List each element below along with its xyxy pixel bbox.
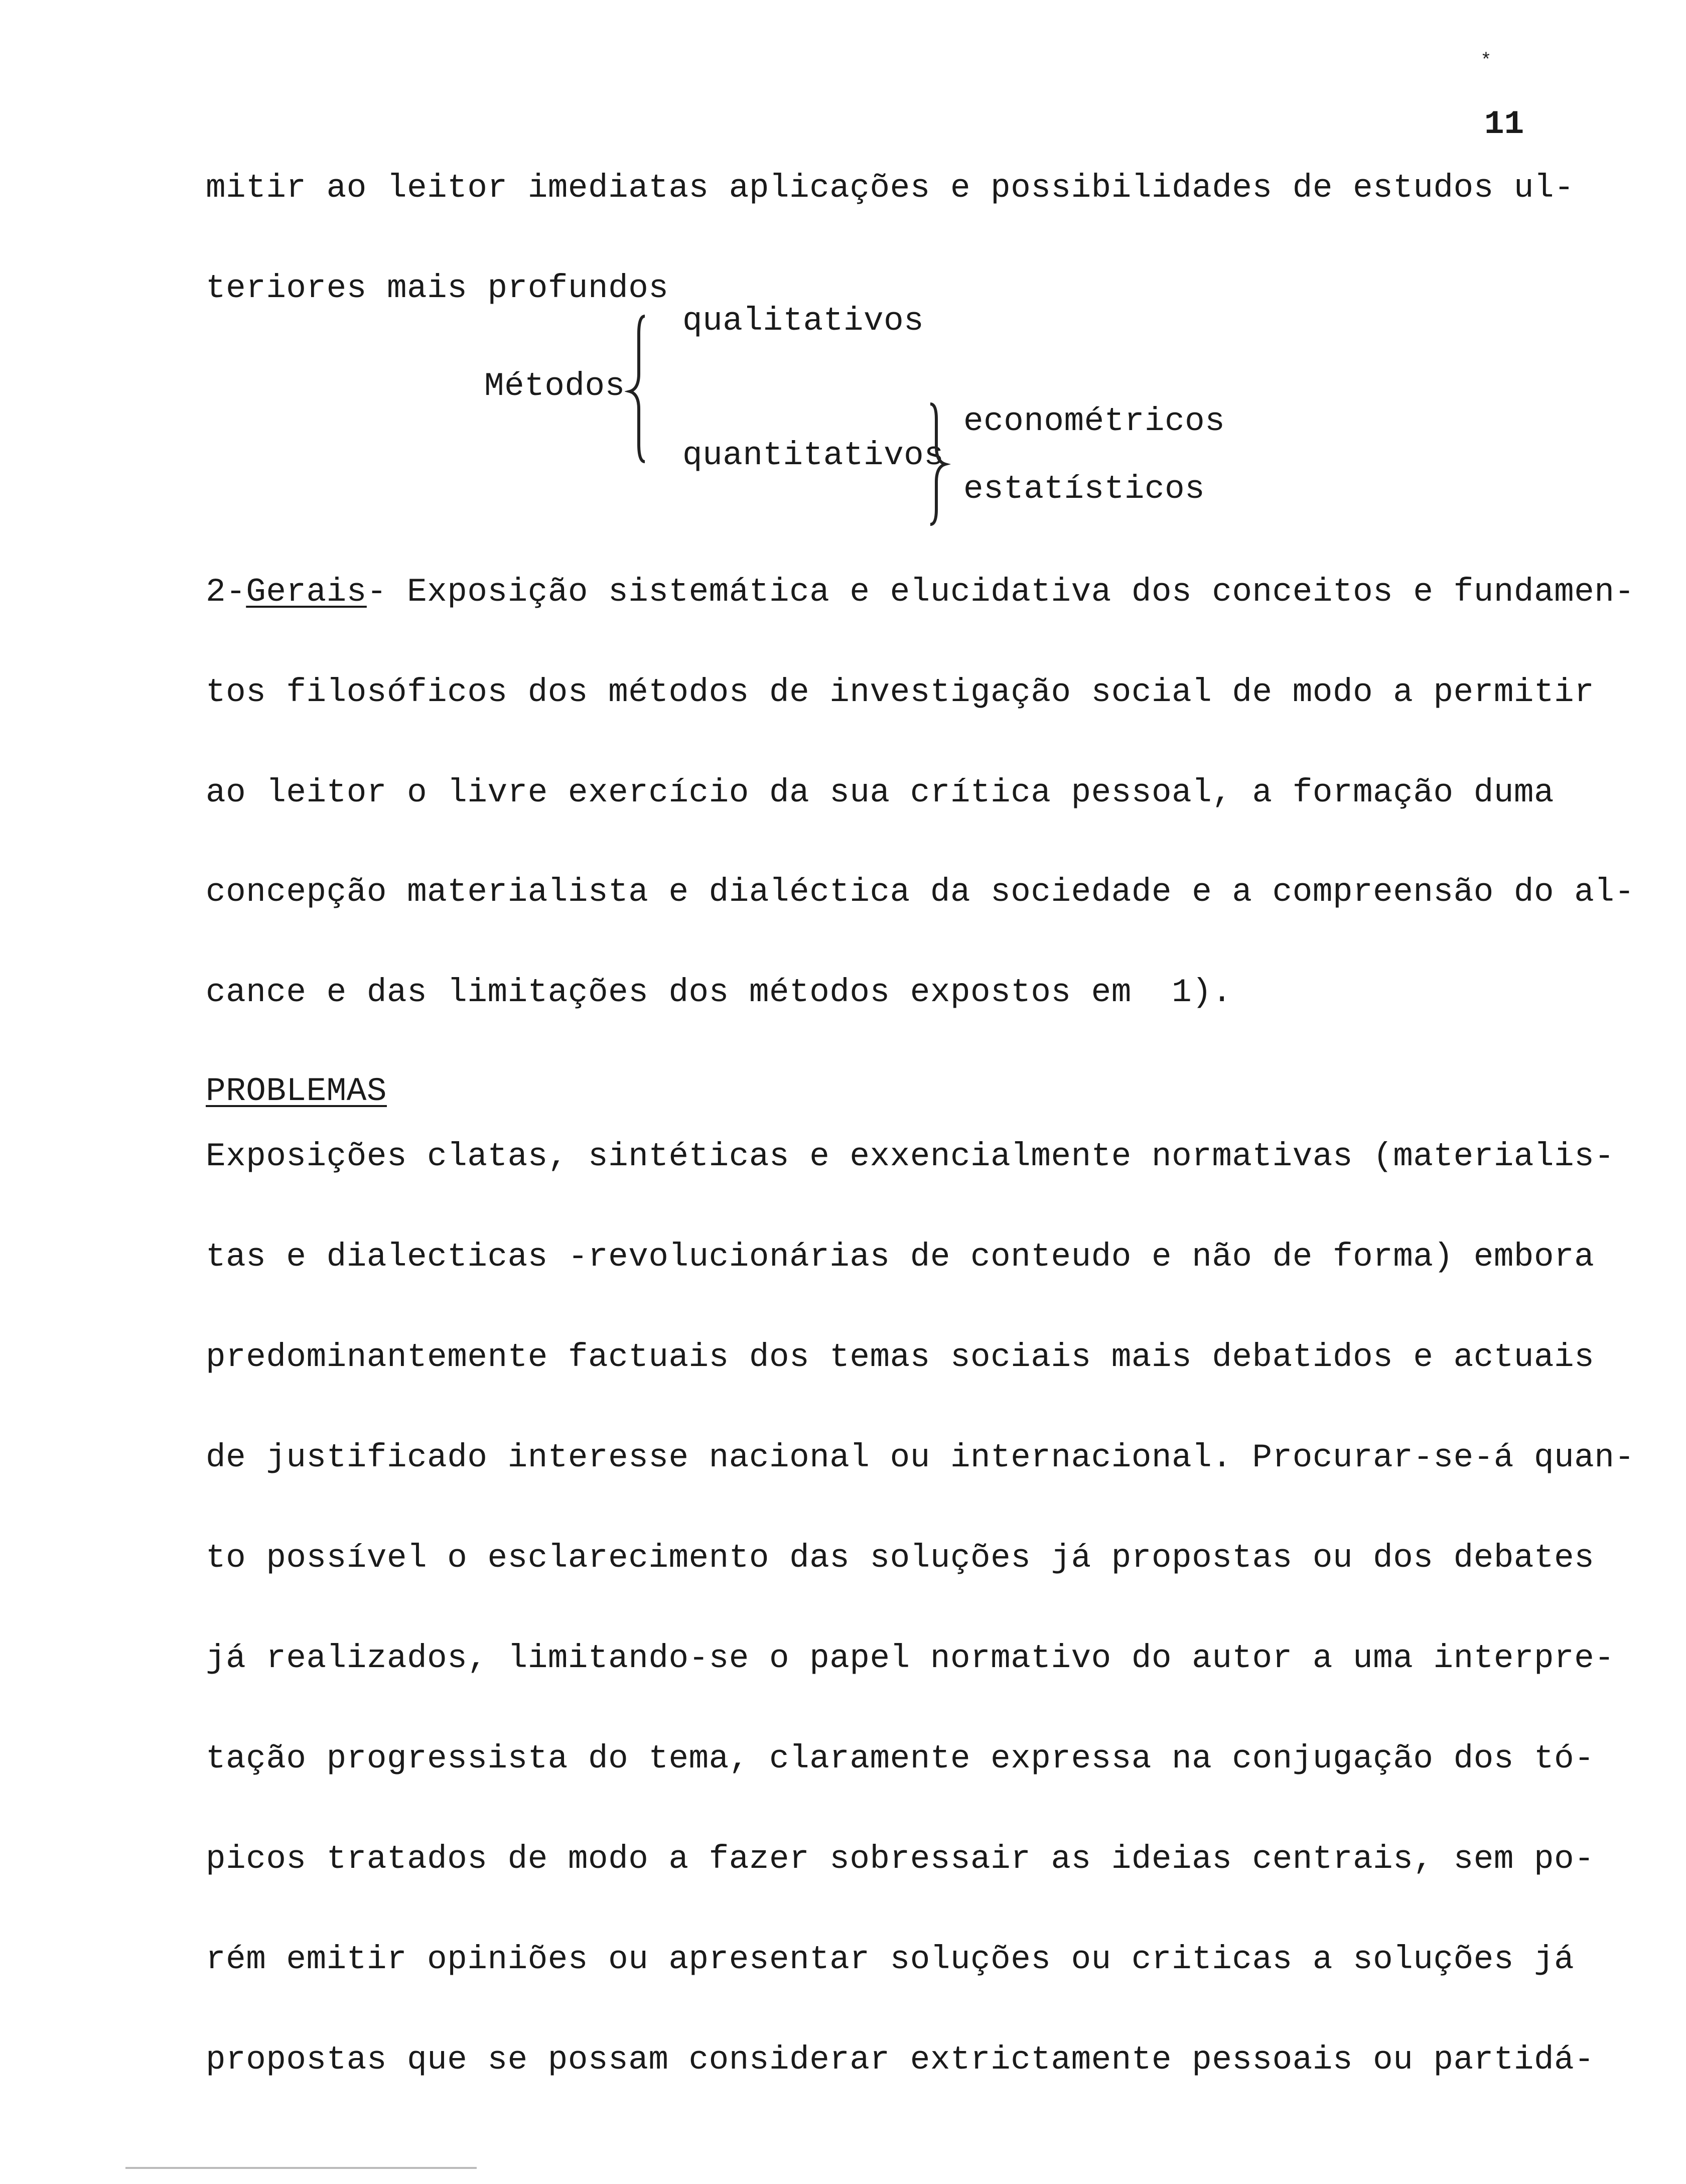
- intro-line-1: mitir ao leitor imediatas aplicações e possibilidades de estudos ul-: [206, 169, 1575, 207]
- gerais-line-5: cance e das limitações dos métodos expostos em 1).: [206, 974, 1232, 1011]
- gerais-line-1-text: Exposição sistemática e elucidativa dos conceitos e fundamen-: [386, 573, 1635, 611]
- problemas-line: predominantemente factuais dos temas sociais mais debatidos e actuais: [206, 1338, 1595, 1376]
- problemas-line: tação progressista do tema, claramente expressa na conjugação dos tó-: [206, 1740, 1595, 1778]
- page-mark: *: [1480, 50, 1492, 72]
- quantitative-brace: [923, 401, 953, 527]
- gerais-number: 2-: [206, 573, 246, 611]
- intro-line-2: teriores mais profundos: [206, 269, 669, 307]
- gerais-dash: -: [366, 573, 387, 611]
- gerais-line-1: [206, 572, 1635, 612]
- methods-root-label: Métodos: [484, 367, 625, 405]
- problemas-line: tas e dialecticas -revolucionárias de conteudo e não de forma) embora: [206, 1238, 1595, 1276]
- qualitative-label: qualitativos: [682, 302, 924, 340]
- problemas-line: to possível o esclarecimento das soluções já propostas ou dos debates: [206, 1539, 1595, 1577]
- problemas-line: rém emitir opiniões ou apresentar soluções ou criticas a soluções já: [206, 1941, 1575, 1978]
- problemas-line: propostas que se possam considerar extrictamente pessoais ou partidá-: [206, 2041, 1595, 2079]
- econometric-label: econométricos: [963, 402, 1225, 440]
- bottom-edge-rule: [125, 2167, 477, 2169]
- quantitative-label: quantitativos: [682, 437, 944, 474]
- problemas-heading: PROBLEMAS: [206, 1072, 387, 1110]
- methods-brace: [625, 314, 655, 464]
- gerais-line-2: tos filosóficos dos métodos de investigação social de modo a permitir: [206, 673, 1595, 711]
- gerais-line-3: ao leitor o livre exercício da sua crítica pessoal, a formação duma: [206, 774, 1555, 811]
- problemas-line: de justificado interesse nacional ou internacional. Procurar-se-á quan-: [206, 1439, 1635, 1476]
- statistical-label: estatísticos: [963, 470, 1205, 508]
- gerais-label: Gerais: [246, 573, 367, 611]
- gerais-line-4: concepção materialista e dialéctica da sociedade e a compreensão do al-: [206, 873, 1635, 911]
- problemas-line: Exposições clatas, sintéticas e exxencialmente normativas (materialis-: [206, 1138, 1615, 1175]
- problemas-line: picos tratados de modo a fazer sobressair as ideias centrais, sem po-: [206, 1840, 1595, 1878]
- page-number: 11: [1484, 105, 1524, 143]
- problemas-line: já realizados, limitando-se o papel normativo do autor a uma interpre-: [206, 1640, 1615, 1677]
